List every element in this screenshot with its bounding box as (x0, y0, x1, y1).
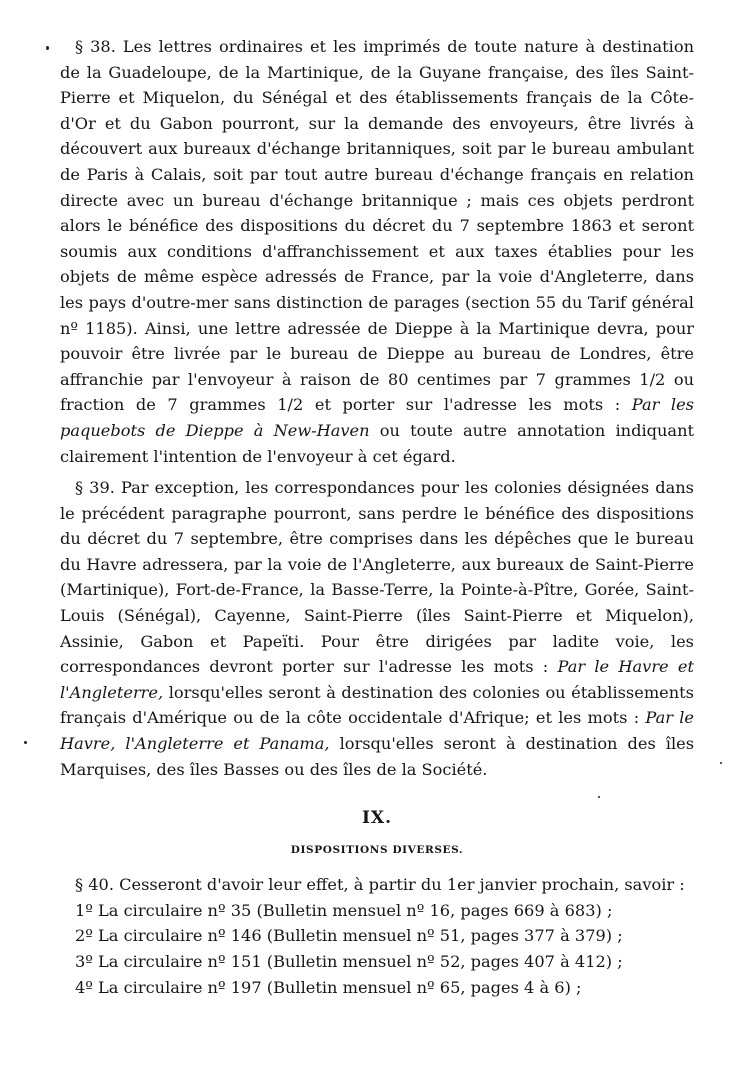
paragraph-40-intro: § 40. Cesseront d'avoir leur effet, à partir du 1er janvier prochain, savoir : (75, 875, 685, 895)
list-item: 2º La circulaire nº 146 (Bulletin mensuel nº 51, pages 377 à 379) ; (75, 926, 623, 946)
section-number: IX. (361, 808, 393, 829)
print-speck (598, 796, 600, 798)
list-item: 4º La circulaire nº 197 (Bulletin mensuel nº 65, pages 4 à 6) ; (75, 977, 582, 997)
list-item: 3º La circulaire nº 151 (Bulletin mensuel nº 52, pages 407 à 412) ; (75, 952, 623, 971)
paragraph-39: § 39. Par exception, les correspondances pour les colonies désignées dans le précédent paragraphe pourront, sans perdre le bénéfice des dispositions du décret du 7 septembre, être comprises dans les dépêches que le bureau du Havre adressera, par la voie de l'Angleterre, aux bureaux de Saint-Pierre (Martinique), Fort-de-France, la Basse-Terre, la Pointe-à-Pître, Gorée, Saint-Louis (Sénégal), Cayenne, Saint-Pierre (îles Saint-Pierre et Miquelon), Assinie, Gabon et Papeïti. Pour être dirigées par ladite voie, les correspondances devront porter sur l'adresse les mots : Par le Havre et l'Angleterre, lorsqu'elles seront à destination des colonies ou établissements français d'Amérique ou de la côte occidentale d'Afrique; et les mots : Par le Havre, l'Angleterre et Panama, lorsqu'elles seront à destination des îles Marquises, des îles Basses ou des îles de la Société. (60, 478, 695, 779)
paragraph-38: § 38. Les lettres ordinaires et les imprimés de toute nature à destination de la Guadeloupe, de la Martinique, de la Guyane française, des îles Saint-Pierre et Miquelon, du Sénégal et des établissements français de la Côte-d'Or et du Gabon pourront, sur la demande des envoyeurs, être livrés à découvert aux bureaux d'échange britanniques, soit par le bureau ambulant de Paris à Calais, soit par tout autre bureau d'échange français en relation directe avec un bureau d'échange britannique ; mais ces objets perdront alors le bénéfice des dispositions du décret du 7 septembre 1863 et seront soumis aux conditions d'affranchissement et aux taxes établies pour les objets de même espèce adressés de France, par la voie d'Angleterre, dans les pays d'outre-mer sans distinction de parages (section 55 du Tarif général nº 1185). Ainsi, une lettre adressée de Dieppe à la Martinique devra, pour pouvoir être livrée par le bureau de Dieppe au bureau de Londres, être affranchie par l'envoyeur à raison de 80 centimes par 7 grammes 1/2 ou fraction de 7 grammes 1/2 et porter sur l'adresse les mots : Par les paquebots de Dieppe à New-Haven ou toute autre annotation indiquant clairement l'intention de l'envoyeur à cet égard. (60, 37, 694, 466)
italic-annotation: Par les paquebots de Dieppe à New-Haven (60, 395, 694, 440)
print-speck (46, 46, 49, 50)
print-speck (24, 741, 27, 744)
italic-annotation: Par le Havre et l'Angleterre, (60, 657, 695, 702)
list-item: 1º La circulaire nº 35 (Bulletin mensuel nº 16, pages 669 à 683) ; (75, 900, 613, 920)
italic-annotation: Par le Havre, l'Angleterre et Panama, (60, 708, 694, 754)
section-title: DISPOSITIONS DIVERSES. (290, 844, 464, 857)
print-speck (720, 762, 722, 764)
